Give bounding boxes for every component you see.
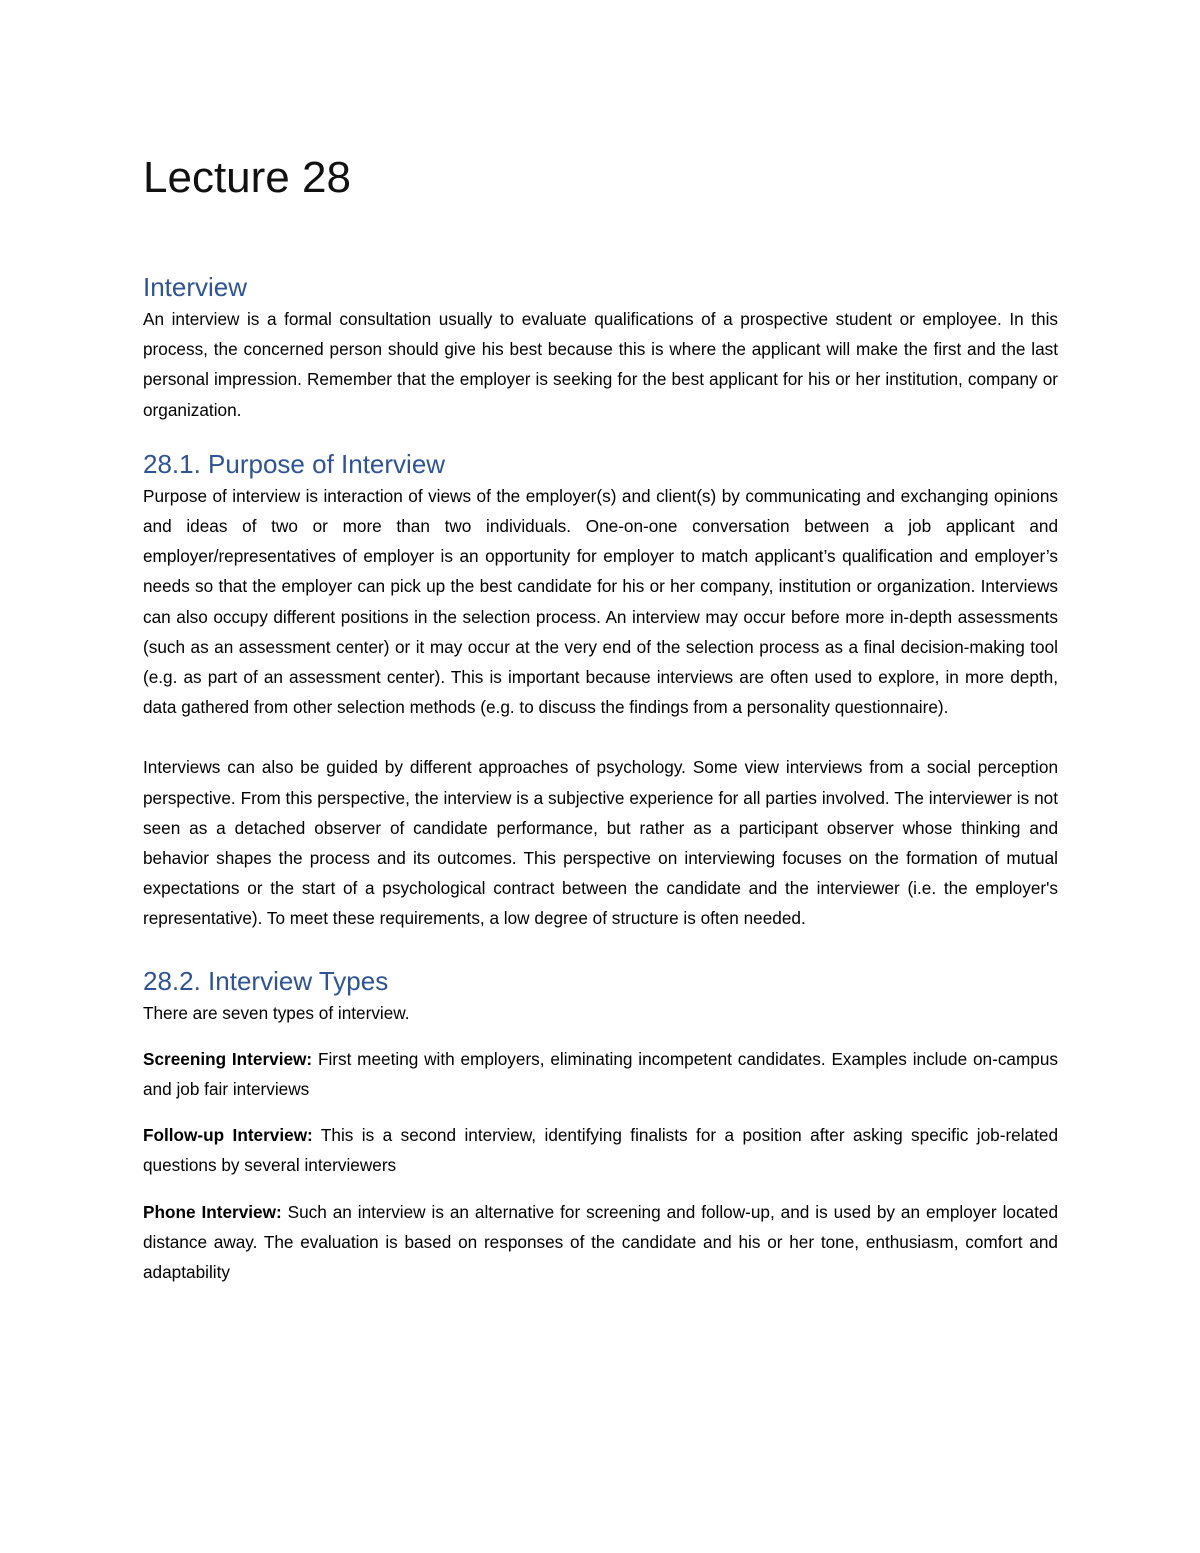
- type-phone: [143, 1197, 1058, 1288]
- purpose-paragraph-1: Purpose of interview is interaction of views of the employer(s) and client(s) by communicating and exchanging opinions and ideas of two or more than two individuals. One-on-one conversation between a job applicant and employer/representatives of employer is an opportunity for employer to match applicant’s qualification and employer’s needs so that the employer can pick up the best candidate for his or her company, institution or organization. Interviews can also occupy different positions in the selection process. An interview may occur before more in-depth assessments (such as an assessment center) or it may occur at the very end of the selection process as a final decision-making tool (e.g. as part of an assessment center). This is important because interviews are often used to explore, in more depth, data gathered from other selection methods (e.g. to discuss the findings from a personality questionnaire).: [143, 485, 1058, 718]
- type-term: Phone Interview:: [143, 1201, 282, 1222]
- type-term: Screening Interview:: [143, 1048, 313, 1069]
- interview-paragraph: An interview is a formal consultation usually to evaluate qualifications of a prospective student or employee. In this process, the concerned person should give his best because this is where the applicant will make the first and the last personal impression. Remember that the employer is seeking for the best applicant for his or her institution, company or organization.: [143, 309, 1058, 420]
- document-title: Lecture 28: [143, 153, 351, 202]
- type-screening: [143, 1044, 1058, 1104]
- document-page: [143, 150, 1058, 1287]
- type-description: Such an interview is an alternative for screening and follow-up, and is used by an employer located distance away. The evaluation is based on responses of the candidate and his or her tone, enthusiasm, comfort and adaptability: [143, 1201, 1058, 1283]
- section-heading-types: 28.2. Interview Types: [143, 965, 389, 996]
- type-follow-up: [143, 1120, 1058, 1180]
- type-term: Follow-up Interview:: [143, 1125, 313, 1146]
- section-heading-interview: Interview: [143, 272, 248, 302]
- type-description: This is a second interview, identifying finalists for a position after asking specific job-related questions by several interviewers: [143, 1125, 1058, 1176]
- types-intro: There are seven types of interview.: [143, 1002, 410, 1023]
- type-description: First meeting with employers, eliminating incompetent candidates. Examples include on-campus and job fair interviews: [143, 1048, 1058, 1100]
- purpose-paragraph-2: Interviews can also be guided by different approaches of psychology. Some view interviews from a social perception perspective. From this perspective, the interview is a subjective experience for all parties involved. The interviewer is not seen as a detached observer of candidate performance, but rather as a participant observer whose thinking and behavior shapes the process and its outcomes. This perspective on interviewing focuses on the formation of mutual expectations or the start of a psychological contract between the candidate and the interviewer (i.e. the employer's representative). To meet these requirements, a low degree of structure is often needed.: [143, 757, 1058, 929]
- section-heading-purpose: 28.1. Purpose of Interview: [143, 448, 446, 479]
